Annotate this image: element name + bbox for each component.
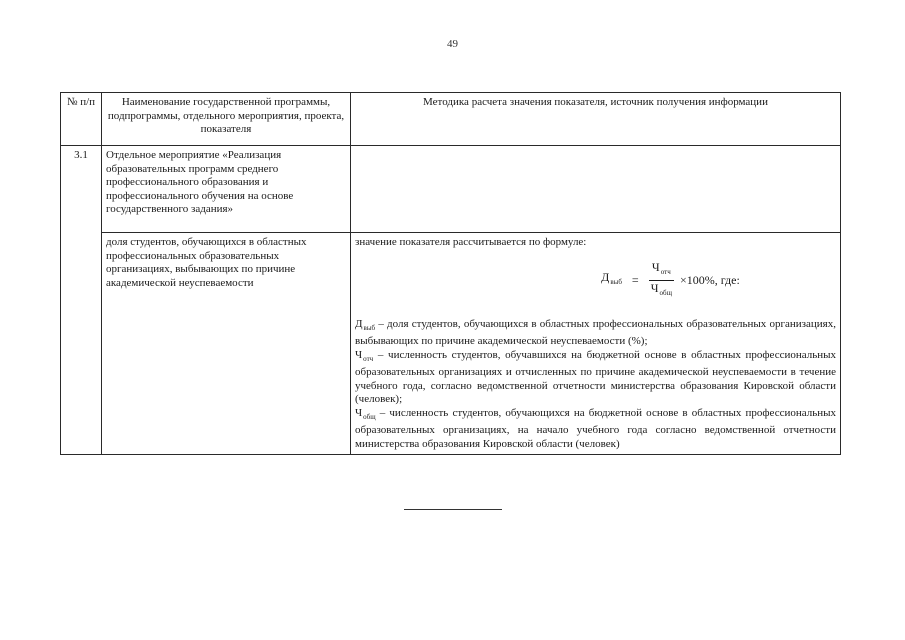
formula-numerator-symbol: Ч <box>651 259 660 274</box>
indicator-method-table <box>60 92 841 455</box>
page-number: 49 <box>447 38 458 50</box>
definition-sub: отч <box>363 354 374 363</box>
table-row-event <box>61 146 841 233</box>
definition-text: – численность студентов, обучавшихся на бюджетной основе в областных профессиональных образовательных организациях и отчисленных по причине академической неуспеваемости в течение учебного года, согласно ведомственной отчетности министерства образования Кировской области (человек); <box>355 348 836 405</box>
formula-fraction <box>649 261 674 301</box>
event-method <box>351 146 841 233</box>
formula-denominator <box>649 281 674 301</box>
indicator-num-cell <box>61 233 102 455</box>
formula-lhs <box>601 271 622 290</box>
header-num: № п/п <box>61 93 102 146</box>
table-row-indicator <box>61 233 841 455</box>
formula-tail: ×100%, где: <box>679 272 740 287</box>
indicator-method <box>351 233 841 455</box>
formula-numerator <box>650 261 673 281</box>
definition-sub: выб <box>363 323 376 332</box>
table-header-row <box>61 93 841 146</box>
indicator-name: доля студентов, обучающихся в областных профессиональных образовательных организациях, выбывающих по причине академической неуспеваемости <box>102 233 351 455</box>
formula-numerator-sub: отч <box>660 267 671 276</box>
definition-text: – численность студентов, обучающихся на бюджетной основе в областных профессиональных образовательных организациях, на начало учебного года согласно ведомственной отчетности министерства образования Кировской области (человек) <box>355 406 836 450</box>
definition-ch-obsch <box>355 407 836 452</box>
definition-sub: общ <box>363 412 376 421</box>
formula-lhs-symbol: Д <box>601 270 610 285</box>
definition-symbol: Ч <box>355 406 363 419</box>
event-num: 3.1 <box>61 146 102 233</box>
header-name: Наименование государственной программы, подпрограммы, отдельного мероприятия, проекта, показателя <box>102 93 351 146</box>
header-method: Методика расчета значения показателя, источник получения информации <box>351 93 841 146</box>
formula-denominator-sub: общ <box>659 289 672 297</box>
definition-d-vyb <box>355 318 836 349</box>
formula-equals: = <box>631 272 639 287</box>
formula-denominator-symbol: Ч <box>650 281 659 295</box>
formula-lhs-sub: выб <box>610 278 622 287</box>
event-name: Отдельное мероприятие «Реализация образовательных программ среднего профессионального образования и профессионального обучения на основе государственного задания» <box>102 146 351 233</box>
formula-intro: значение показателя рассчитывается по формуле: <box>355 236 587 248</box>
definition-symbol: Ч <box>355 348 363 361</box>
end-separator-line <box>404 509 502 510</box>
definition-symbol: Д <box>355 317 363 330</box>
definition-text: – доля студентов, обучающихся в областных профессиональных образовательных организациях, выбывающих по причине академической неуспеваемости (%); <box>355 317 836 347</box>
definition-ch-otch <box>355 349 836 407</box>
formula <box>505 259 836 298</box>
